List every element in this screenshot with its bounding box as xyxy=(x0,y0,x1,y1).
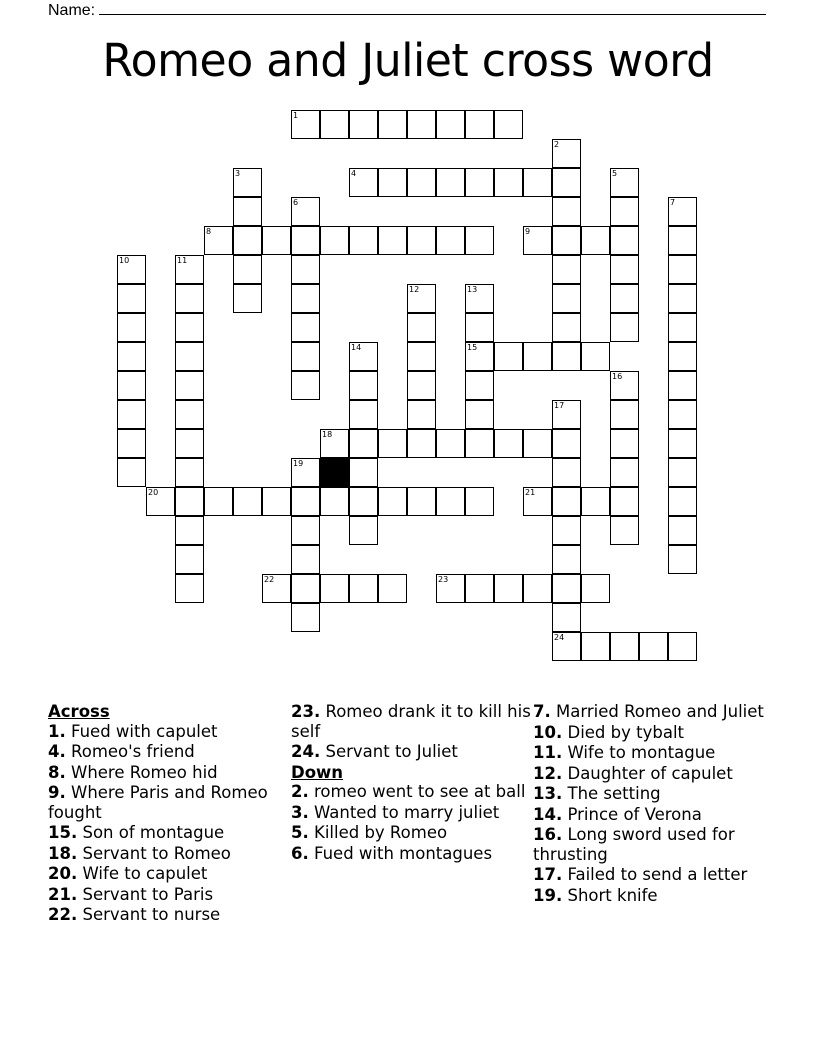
grid-cell[interactable] xyxy=(552,516,581,545)
grid-cell[interactable] xyxy=(668,342,697,371)
clue-number: 5 xyxy=(612,169,618,178)
grid-cell[interactable] xyxy=(668,487,697,516)
grid-cell[interactable] xyxy=(349,371,378,400)
clue-down-11: 11. Wife to montague xyxy=(533,743,716,762)
grid-cell[interactable] xyxy=(175,458,204,487)
clue-number: 18 xyxy=(322,430,333,439)
grid-cell[interactable] xyxy=(494,342,523,371)
grid-cell[interactable] xyxy=(349,574,378,603)
grid-cell[interactable] xyxy=(233,255,262,284)
across-heading: Across xyxy=(48,702,110,721)
grid-cell[interactable] xyxy=(610,371,639,400)
grid-cell[interactable] xyxy=(233,226,262,255)
grid-cell[interactable] xyxy=(523,168,552,197)
clue-number: 15 xyxy=(467,343,478,352)
clue-number: 14 xyxy=(351,343,362,352)
grid-cell[interactable] xyxy=(523,342,552,371)
grid-cell[interactable] xyxy=(378,574,407,603)
clue-number: 21 xyxy=(525,488,536,497)
clue-number: 17 xyxy=(554,401,565,410)
grid-cell[interactable] xyxy=(552,197,581,226)
grid-cell[interactable] xyxy=(494,110,523,139)
grid-cell[interactable] xyxy=(349,487,378,516)
grid-cell[interactable] xyxy=(349,342,378,371)
clue-number: 4 xyxy=(351,169,357,178)
grid-cell[interactable] xyxy=(465,168,494,197)
clue-across-8: 8. Where Romeo hid xyxy=(48,762,218,782)
grid-cell[interactable] xyxy=(552,632,581,661)
grid-cell[interactable] xyxy=(436,226,465,255)
grid-cell[interactable] xyxy=(175,574,204,603)
grid-cell[interactable] xyxy=(117,429,146,458)
grid-cell[interactable] xyxy=(233,197,262,226)
grid-cell[interactable] xyxy=(552,313,581,342)
clue-down-10: 10. Died by tybalt xyxy=(533,722,684,742)
grid-cell[interactable] xyxy=(436,168,465,197)
grid-cell[interactable] xyxy=(523,487,552,516)
grid-cell[interactable] xyxy=(407,487,436,516)
clues-column-1 xyxy=(48,702,288,926)
grid-cell[interactable] xyxy=(552,342,581,371)
clue-across-4: 4. Romeo's friend xyxy=(48,742,195,761)
grid-cell[interactable] xyxy=(349,458,378,487)
grid-cell[interactable] xyxy=(552,139,581,168)
grid-cell[interactable] xyxy=(117,342,146,371)
clue-across-21: 21. Servant to Paris xyxy=(48,884,214,904)
grid-cell[interactable] xyxy=(668,255,697,284)
grid-cell[interactable] xyxy=(291,574,320,603)
clue-across-22: 22. Servant to nurse xyxy=(48,905,221,924)
grid-cell[interactable] xyxy=(668,516,697,545)
clues-column-2 xyxy=(291,702,531,864)
grid-cell[interactable] xyxy=(610,284,639,313)
clue-number: 7 xyxy=(670,198,676,207)
grid-cell[interactable] xyxy=(436,110,465,139)
grid-cell[interactable] xyxy=(320,487,349,516)
grid-cell[interactable] xyxy=(552,603,581,632)
grid-cell[interactable] xyxy=(175,284,204,313)
clue-across-1: 1. Fued with capulet xyxy=(48,721,218,741)
grid-cell[interactable] xyxy=(407,429,436,458)
grid-cell[interactable] xyxy=(465,400,494,429)
grid-cell[interactable] xyxy=(552,574,581,603)
clue-down-2: 2. romeo went to see at ball xyxy=(291,782,526,801)
grid-cell[interactable] xyxy=(610,168,639,197)
grid-cell[interactable] xyxy=(610,632,639,661)
grid-cell[interactable] xyxy=(291,516,320,545)
grid-cell[interactable] xyxy=(291,487,320,516)
grid-cell[interactable] xyxy=(233,168,262,197)
clue-down-6: 6. Fued with montagues xyxy=(291,843,493,863)
grid-cell[interactable] xyxy=(233,487,262,516)
grid-cell[interactable] xyxy=(610,197,639,226)
grid-cell[interactable] xyxy=(233,284,262,313)
grid-cell[interactable] xyxy=(610,429,639,458)
clue-down-12: 12. Daughter of capulet xyxy=(533,763,733,783)
grid-cell[interactable] xyxy=(523,226,552,255)
grid-cell[interactable] xyxy=(146,487,175,516)
grid-cell[interactable] xyxy=(349,400,378,429)
clue-across-15: 15. Son of montague xyxy=(48,823,225,842)
grid-cell[interactable] xyxy=(378,110,407,139)
grid-cell[interactable] xyxy=(668,458,697,487)
grid-cell[interactable] xyxy=(668,371,697,400)
grid-cell[interactable] xyxy=(668,313,697,342)
grid-cell[interactable] xyxy=(291,226,320,255)
grid-cell[interactable] xyxy=(639,632,668,661)
grid-cell[interactable] xyxy=(610,458,639,487)
grid-cell[interactable] xyxy=(320,226,349,255)
grid-cell[interactable] xyxy=(291,458,320,487)
clue-across-20: 20. Wife to capulet xyxy=(48,864,208,883)
clue-number: 12 xyxy=(409,285,420,294)
clue-number: 8 xyxy=(206,227,212,236)
grid-cell[interactable] xyxy=(117,284,146,313)
clue-number: 23 xyxy=(438,575,449,584)
grid-cell[interactable] xyxy=(494,168,523,197)
grid-cell[interactable] xyxy=(668,226,697,255)
grid-cell[interactable] xyxy=(349,429,378,458)
grid-cell[interactable] xyxy=(552,429,581,458)
grid-cell[interactable] xyxy=(117,255,146,284)
clue-number: 3 xyxy=(235,169,241,178)
grid-cell[interactable] xyxy=(668,429,697,458)
grid-cell[interactable] xyxy=(668,545,697,574)
grid-cell[interactable] xyxy=(581,342,610,371)
grid-cell[interactable] xyxy=(552,545,581,574)
grid-cell[interactable] xyxy=(407,400,436,429)
grid-cell[interactable] xyxy=(436,429,465,458)
grid-cell[interactable] xyxy=(262,226,291,255)
grid-cell[interactable] xyxy=(117,313,146,342)
grid-cell[interactable] xyxy=(436,574,465,603)
grid-cell[interactable] xyxy=(378,487,407,516)
grid-cell[interactable] xyxy=(465,429,494,458)
clue-down-16: 16. Long sword used for thrusting xyxy=(533,825,735,864)
grid-cell[interactable] xyxy=(291,197,320,226)
grid-cell[interactable] xyxy=(610,255,639,284)
grid-cell[interactable] xyxy=(291,545,320,574)
grid-cell[interactable] xyxy=(117,458,146,487)
grid-cell[interactable] xyxy=(523,429,552,458)
grid-cell[interactable] xyxy=(175,371,204,400)
clue-across-18: 18. Servant to Romeo xyxy=(48,843,231,863)
grid-cell[interactable] xyxy=(407,226,436,255)
grid-cell[interactable] xyxy=(175,545,204,574)
clue-down-14: 14. Prince of Verona xyxy=(533,804,702,824)
grid-cell[interactable] xyxy=(407,110,436,139)
grid-cell[interactable] xyxy=(291,313,320,342)
grid-cell[interactable] xyxy=(552,255,581,284)
clue-number: 9 xyxy=(525,227,531,236)
grid-cell[interactable] xyxy=(407,371,436,400)
grid-cell[interactable] xyxy=(117,400,146,429)
grid-cell[interactable] xyxy=(204,226,233,255)
grid-cell[interactable] xyxy=(610,487,639,516)
clue-number: 20 xyxy=(148,488,159,497)
grid-cell[interactable] xyxy=(378,226,407,255)
grid-cell[interactable] xyxy=(552,226,581,255)
clue-number: 2 xyxy=(554,140,560,149)
grid-cell[interactable] xyxy=(407,284,436,313)
grid-cell[interactable] xyxy=(552,284,581,313)
grid-cell[interactable] xyxy=(465,574,494,603)
grid-cell[interactable] xyxy=(117,371,146,400)
grid-cell[interactable] xyxy=(581,226,610,255)
clue-down-13: 13. The setting xyxy=(533,784,661,803)
clue-across-23: 23. Romeo drank it to kill his self xyxy=(291,702,531,741)
black-cell xyxy=(320,458,349,487)
grid-cell[interactable] xyxy=(175,313,204,342)
clue-number: 11 xyxy=(177,256,188,265)
grid-cell[interactable] xyxy=(494,429,523,458)
grid-cell[interactable] xyxy=(465,110,494,139)
grid-cell[interactable] xyxy=(175,255,204,284)
grid-cell[interactable] xyxy=(204,487,233,516)
clue-number: 6 xyxy=(293,198,299,207)
grid-cell[interactable] xyxy=(668,632,697,661)
grid-cell[interactable] xyxy=(407,342,436,371)
grid-cell[interactable] xyxy=(349,110,378,139)
name-label: Name: xyxy=(48,2,96,19)
grid-cell[interactable] xyxy=(175,342,204,371)
clue-number: 1 xyxy=(293,111,299,120)
grid-cell[interactable] xyxy=(465,313,494,342)
clue-across-9: 9. Where Paris and Romeo fought xyxy=(48,783,268,822)
grid-cell[interactable] xyxy=(552,458,581,487)
grid-cell[interactable] xyxy=(436,487,465,516)
grid-cell[interactable] xyxy=(320,574,349,603)
clue-number: 13 xyxy=(467,285,478,294)
clue-number: 16 xyxy=(612,372,623,381)
clue-number: 19 xyxy=(293,459,304,468)
grid-cell[interactable] xyxy=(668,197,697,226)
grid-cell[interactable] xyxy=(581,574,610,603)
grid-cell[interactable] xyxy=(320,429,349,458)
grid-cell[interactable] xyxy=(494,574,523,603)
grid-cell[interactable] xyxy=(465,371,494,400)
grid-cell[interactable] xyxy=(175,400,204,429)
grid-cell[interactable] xyxy=(610,516,639,545)
grid-cell[interactable] xyxy=(668,400,697,429)
grid-cell[interactable] xyxy=(291,284,320,313)
clues-column-3 xyxy=(533,702,773,906)
clue-across-24: 24. Servant to Juliet xyxy=(291,742,458,761)
grid-cell[interactable] xyxy=(175,487,204,516)
grid-cell[interactable] xyxy=(465,226,494,255)
grid-cell[interactable] xyxy=(523,574,552,603)
grid-cell[interactable] xyxy=(262,487,291,516)
clue-down-7: 7. Married Romeo and Juliet xyxy=(533,702,764,721)
grid-cell[interactable] xyxy=(291,603,320,632)
clue-down-3: 3. Wanted to marry juliet xyxy=(291,802,500,822)
grid-cell[interactable] xyxy=(349,516,378,545)
grid-cell[interactable] xyxy=(349,226,378,255)
grid-cell[interactable] xyxy=(668,284,697,313)
grid-cell[interactable] xyxy=(407,313,436,342)
clue-down-5: 5. Killed by Romeo xyxy=(291,823,448,842)
grid-cell[interactable] xyxy=(175,516,204,545)
grid-cell[interactable] xyxy=(465,284,494,313)
clue-number: 22 xyxy=(264,575,275,584)
grid-cell[interactable] xyxy=(175,429,204,458)
grid-cell[interactable] xyxy=(262,574,291,603)
grid-cell[interactable] xyxy=(581,632,610,661)
grid-cell[interactable] xyxy=(552,168,581,197)
grid-cell[interactable] xyxy=(610,400,639,429)
clue-number: 10 xyxy=(119,256,130,265)
grid-cell[interactable] xyxy=(465,342,494,371)
down-heading: Down xyxy=(291,762,344,782)
grid-cell[interactable] xyxy=(407,168,436,197)
grid-cell[interactable] xyxy=(349,168,378,197)
grid-cell[interactable] xyxy=(465,487,494,516)
page-title: Romeo and Juliet cross word xyxy=(102,34,714,87)
grid-cell[interactable] xyxy=(610,313,639,342)
grid-cell[interactable] xyxy=(291,342,320,371)
clue-down-17: 17. Failed to send a letter xyxy=(533,865,748,884)
grid-cell[interactable] xyxy=(552,400,581,429)
clue-number: 24 xyxy=(554,633,565,642)
grid-cell[interactable] xyxy=(291,110,320,139)
grid-cell[interactable] xyxy=(378,168,407,197)
grid-cell[interactable] xyxy=(291,255,320,284)
clue-down-19: 19. Short knife xyxy=(533,885,658,905)
grid-cell[interactable] xyxy=(610,226,639,255)
grid-cell[interactable] xyxy=(581,487,610,516)
grid-cell[interactable] xyxy=(291,371,320,400)
grid-cell[interactable] xyxy=(378,429,407,458)
grid-cell[interactable] xyxy=(552,487,581,516)
grid-cell[interactable] xyxy=(320,110,349,139)
